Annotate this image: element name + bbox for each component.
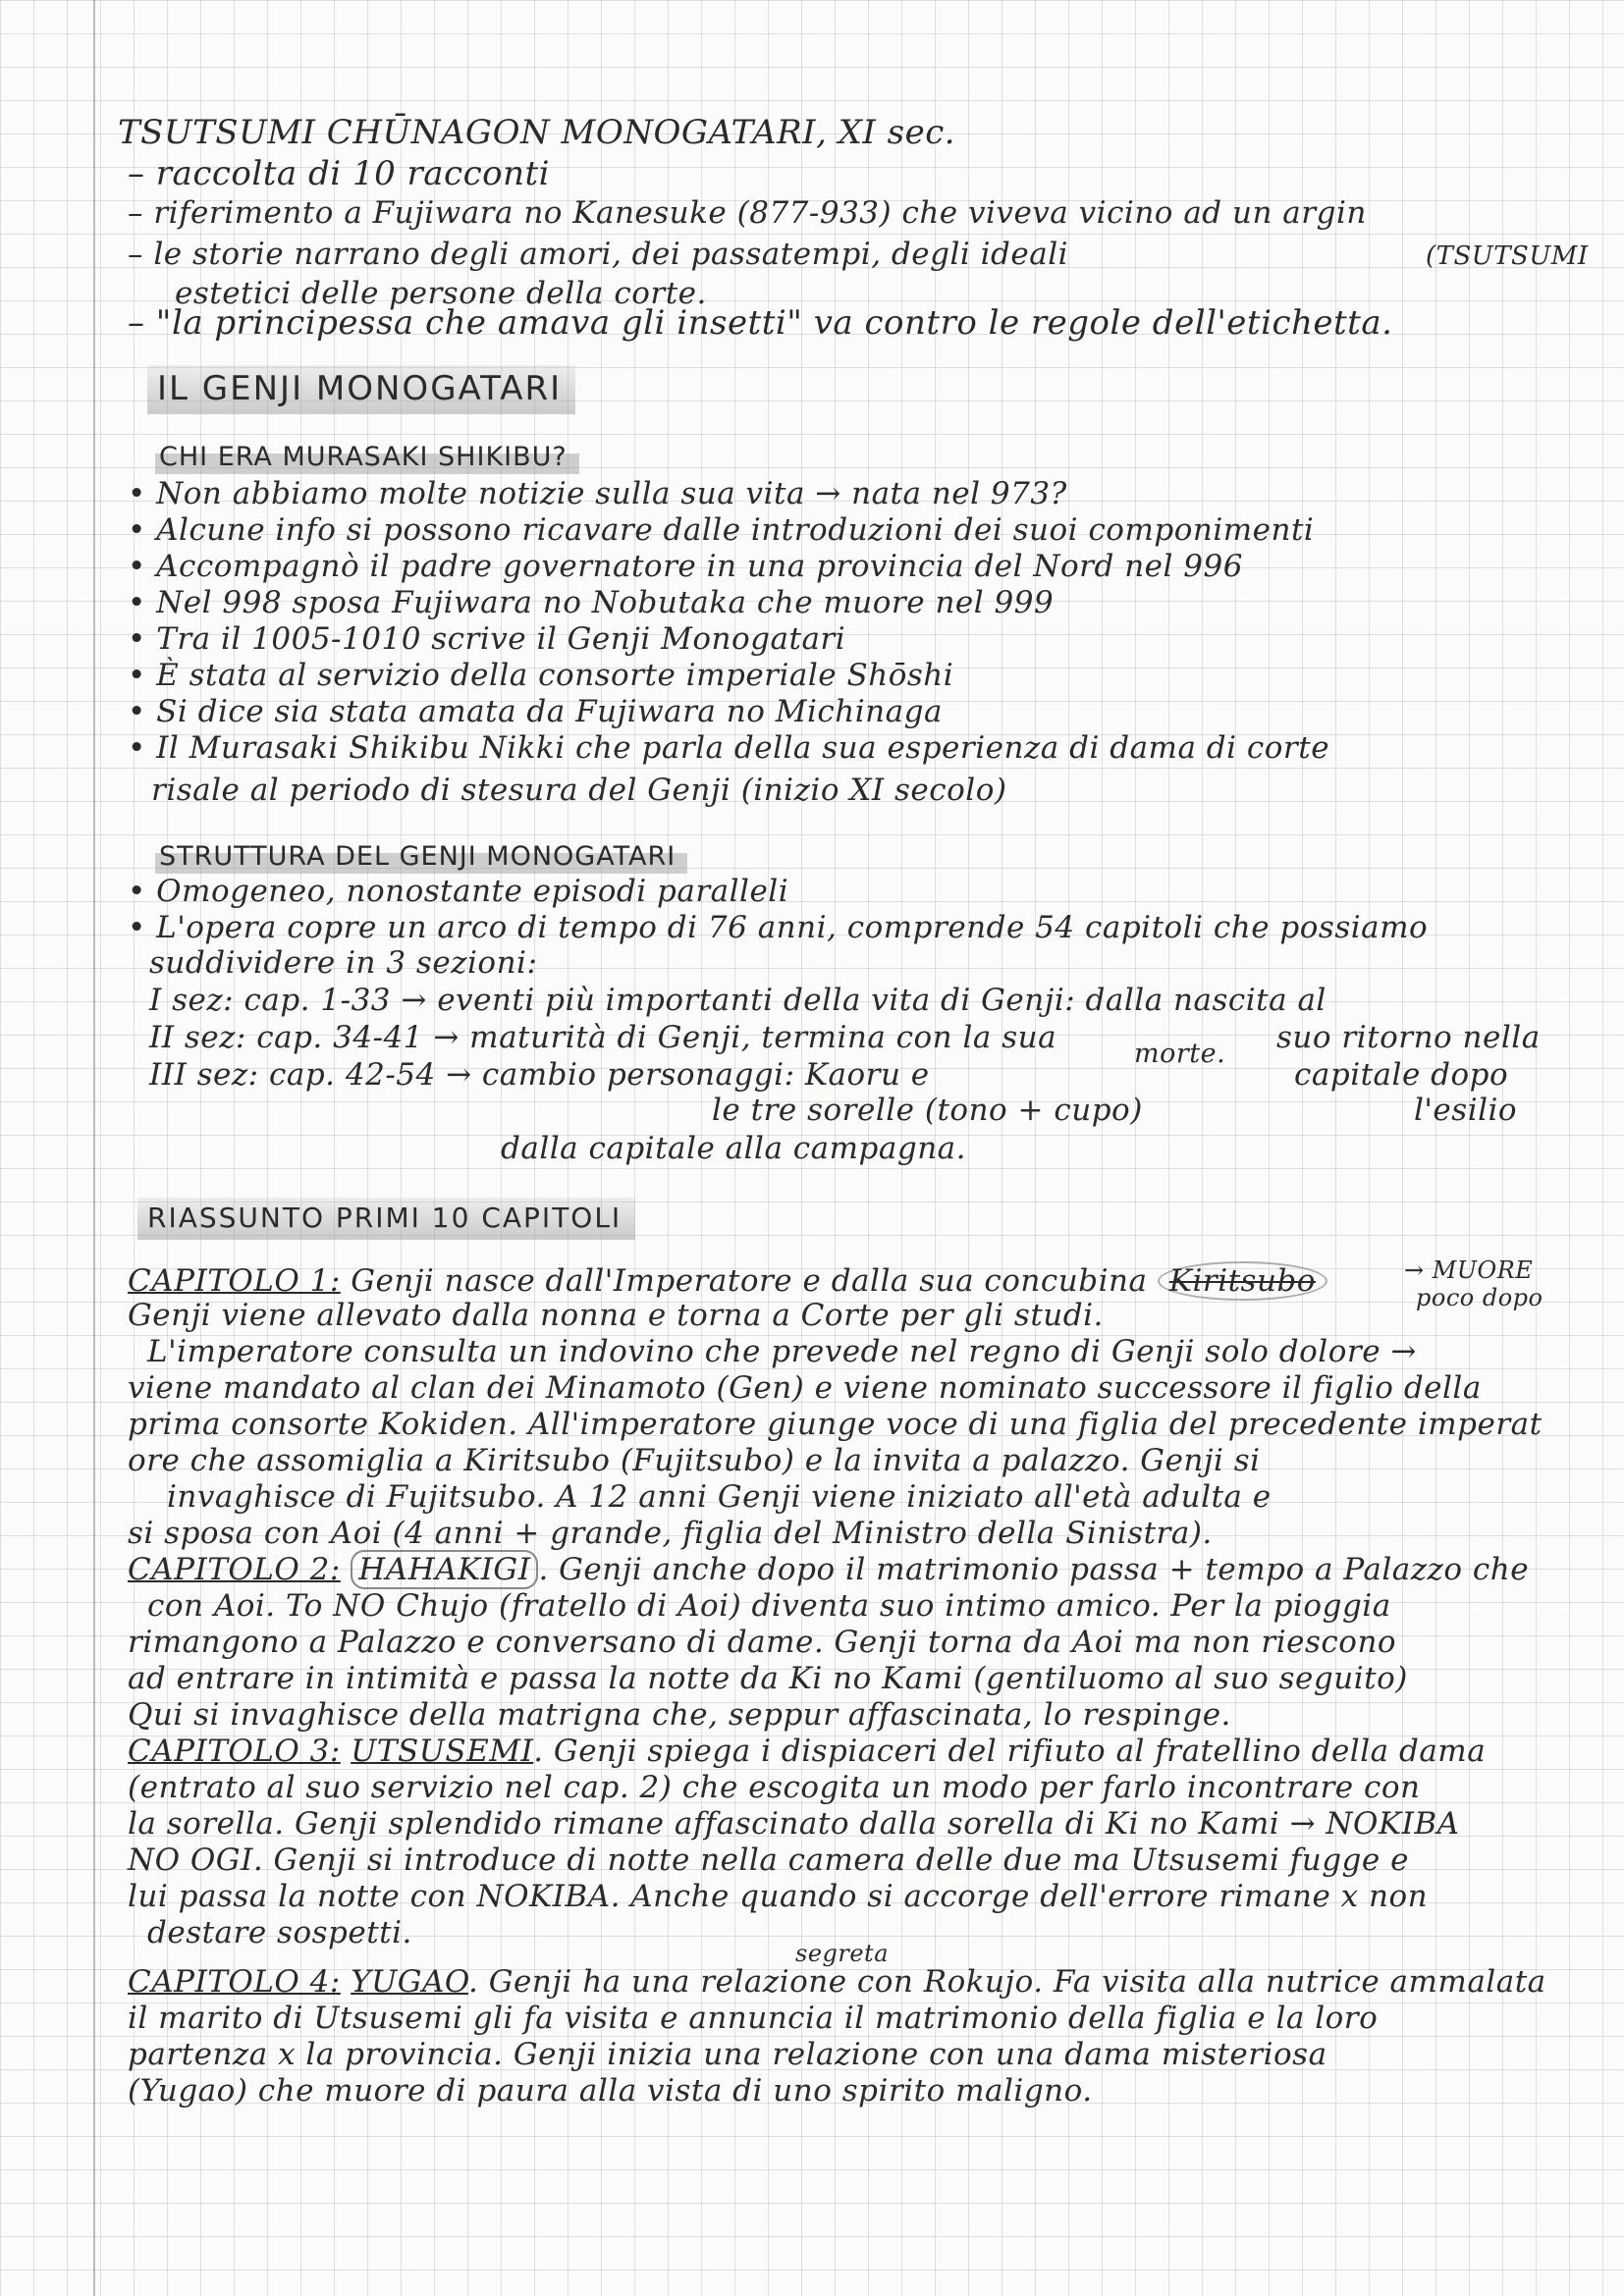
chapter-1-kiritsubo: Kiritsubo — [1158, 1261, 1327, 1301]
chapter-1-line-7: invaghisce di Fujitsubo. A 12 anni Genji viene iniziato all'età adulta e — [167, 1479, 1272, 1515]
chapter-1-line-3: L'imperatore consulta un indovino che prevede nel regno di Genji solo dolore → — [147, 1334, 1417, 1369]
murasaki-item: • Si dice sia stata amata da Fujiwara no Michinaga — [128, 694, 943, 729]
chapter-1-label: CAPITOLO 1: — [128, 1263, 341, 1299]
murasaki-item: • Alcune info si possono ricavare dalle introduzioni dei suoi componimenti — [128, 512, 1315, 548]
tsutsumi-line-4: estetici delle persone della corte. — [175, 276, 707, 311]
section-2-line: II sez: cap. 34-41 → maturità di Genji, termina con la sua — [149, 1020, 1057, 1055]
struttura-subheading: STRUTTURA DEL GENJI MONOGATARI — [155, 839, 687, 874]
murasaki-item: risale al periodo di stesura del Genji (inizio XI secolo) — [151, 773, 1007, 808]
tsutsumi-line-3: – le storie narrano degli amori, dei passatempi, degli ideali — [128, 237, 1069, 272]
chapter-3-text: . Genji spiega i dispiaceri del rifiuto al fratellino della dama — [533, 1734, 1487, 1769]
chapter-1-line-8: si sposa con Aoi (4 anni + grande, figlia del Ministro della Sinistra). — [128, 1516, 1213, 1551]
section-3-note-capital: capitale dopo — [1294, 1057, 1509, 1093]
chapter-2-text: . Genji anche dopo il matrimonio passa + tempo a Palazzo che — [538, 1552, 1530, 1587]
chapter-2-line-2: con Aoi. To NO Chujo (fratello di Aoi) diventa suo intimo amico. Per la pioggia — [147, 1588, 1391, 1624]
chapter-3-utsusemi: UTSUSEMI — [351, 1734, 534, 1769]
section-3-line: III sez: cap. 42-54 → cambio personaggi: Kaoru e — [149, 1057, 930, 1093]
murasaki-item: • Nel 998 sposa Fujiwara no Nobutaka che muore nel 999 — [128, 585, 1055, 620]
chapter-2-line-3: rimangono a Palazzo e conversano di dame. Genji torna da Aoi ma non riescono — [128, 1625, 1397, 1660]
section-2-note-death: morte. — [1134, 1039, 1226, 1069]
chapter-3-line-3: la sorella. Genji splendido rimane affascinato dalla sorella di Ki no Kami → NOKIBA — [128, 1806, 1460, 1842]
struttura-line-3: suddividere in 3 sezioni: — [149, 945, 538, 981]
chapter-3-line-6: destare sospetti. — [147, 1915, 412, 1950]
chapter-1-note-dies: → MUORE — [1404, 1256, 1534, 1284]
murasaki-item: • È stata al servizio della consorte imperiale Shōshi — [128, 658, 954, 693]
section-3-sisters: le tre sorelle (tono + cupo) — [712, 1093, 1143, 1128]
section-3-countryside: dalla capitale alla campagna. — [501, 1131, 967, 1166]
murasaki-item: • Il Murasaki Shikibu Nikki che parla della sua esperienza di dama di corte — [128, 730, 1330, 766]
chapter-1-text: Genji nasce dall'Imperatore e dalla sua concubina — [351, 1263, 1148, 1299]
murasaki-item: • Accompagnò il padre governatore in una provincia del Nord nel 996 — [128, 549, 1243, 584]
tsutsumi-line-2: – riferimento a Fujiwara no Kanesuke (877-933) che viveva vicino ad un argin — [128, 195, 1367, 231]
chapter-1-line-4: viene mandato al clan dei Minamoto (Gen) e viene nominato successore il figlio della — [128, 1370, 1482, 1406]
chapter-1-note-soon: poco dopo — [1416, 1284, 1543, 1311]
murasaki-subheading: CHI ERA MURASAKI SHIKIBU? — [155, 440, 579, 474]
murasaki-item: • Non abbiamo molte notizie sulla sua vita → nata nel 973? — [128, 476, 1067, 511]
chapter-3-line-2: (entrato al suo servizio nel cap. 2) che escogita un modo per farlo incontrare con — [128, 1770, 1421, 1805]
chapter-4-label: CAPITOLO 4: — [128, 1964, 341, 2000]
chapter-4-line-3: partenza x la provincia. Genji inizia una relazione con una dama misteriosa — [128, 2037, 1327, 2072]
chapter-4-yugao: YUGAO — [351, 1964, 469, 2000]
chapter-3-line-5: lui passa la notte con NOKIBA. Anche quando si accorge dell'errore rimane x non — [128, 1879, 1429, 1914]
section-2-note-return: suo ritorno nella — [1276, 1020, 1541, 1055]
section-1-line: I sez: cap. 1-33 → eventi più importanti della vita di Genji: dalla nascita al — [149, 983, 1326, 1018]
tsutsumi-margin-note: (TSUTSUMI — [1426, 241, 1589, 271]
chapter-4-text: . Genji ha una relazione con Rokujo. Fa visita alla nutrice ammalata — [468, 1964, 1546, 2000]
chapter-2-line-5: Qui si invaghisce della matrigna che, seppur affascinata, lo respinge. — [128, 1697, 1231, 1733]
chapter-2-label: CAPITOLO 2: — [128, 1552, 341, 1587]
chapter-2-hahakigi: HAHAKIGI — [351, 1550, 538, 1589]
chapter-4-line-2: il marito di Utsusemi gli fa visita e annuncia il matrimonio della figlia e la loro — [128, 2001, 1379, 2036]
tsutsumi-line-5: – "la principessa che amava gli insetti" va contro le regole dell'etichetta. — [128, 303, 1393, 343]
tsutsumi-title: TSUTSUMI CHŪNAGON MONOGATARI, XI sec. — [118, 113, 956, 152]
riassunto-heading: RIASSUNTO PRIMI 10 CAPITOLI — [137, 1198, 635, 1240]
chapter-4-insert-secret: segreta — [795, 1940, 890, 1967]
chapter-1-line-6: ore che assomiglia a Kiritsubo (Fujitsubo) e la invita a palazzo. Genji si — [128, 1443, 1261, 1478]
struttura-line-1: • Omogeneo, nonostante episodi paralleli — [128, 874, 789, 909]
chapter-2-line-4: ad entrare in intimità e passa la notte da Ki no Kami (gentiluomo al suo seguito) — [128, 1661, 1408, 1696]
chapter-1-line-5: prima consorte Kokiden. All'imperatore giunge voce di una figlia del precedente imperat — [128, 1407, 1543, 1442]
chapter-4-line-4: (Yugao) che muore di paura alla vista di uno spirito maligno. — [128, 2073, 1093, 2109]
murasaki-item: • Tra il 1005-1010 scrive il Genji Monogatari — [128, 621, 846, 657]
struttura-line-2: • L'opera copre un arco di tempo di 76 anni, comprende 54 capitoli che possiamo — [128, 910, 1429, 945]
section-3-note-exile: l'esilio — [1414, 1093, 1518, 1128]
genji-heading: IL GENJI MONOGATARI — [147, 365, 575, 414]
chapter-1-line-2: Genji viene allevato dalla nonna e torna a Corte per gli studi. — [128, 1298, 1104, 1333]
chapter-3-line-4: NO OGI. Genji si introduce di notte nella camera delle due ma Utsusemi fugge e — [128, 1842, 1409, 1878]
tsutsumi-line-1: – raccolta di 10 racconti — [128, 154, 551, 193]
chapter-3-label: CAPITOLO 3: — [128, 1734, 341, 1769]
